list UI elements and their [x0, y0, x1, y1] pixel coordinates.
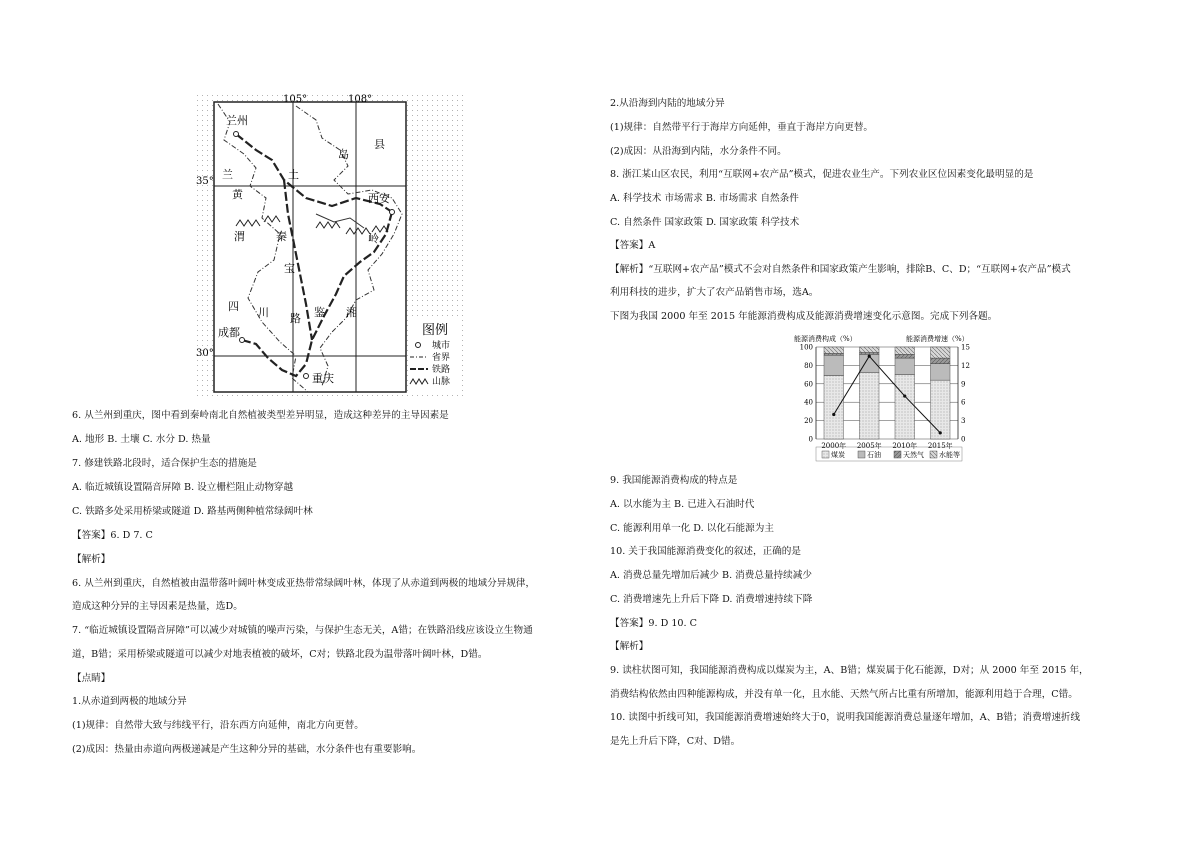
- place-si: 四: [228, 300, 239, 313]
- q9-options-cd: C. 能源利用单一化 D. 以化石能源为主: [610, 523, 774, 534]
- legend-title: 图例: [422, 323, 449, 338]
- q9-stem: 9. 我国能源消费构成的特点是: [610, 475, 738, 486]
- tips-2-cause: (2)成因：从沿海到内陆，水分条件不同。: [610, 146, 787, 157]
- growth-point-2000年: [832, 413, 835, 416]
- x-tick-2000年: 2000年: [821, 442, 847, 450]
- place-chuan: 川: [258, 306, 269, 319]
- q8-stem: 8. 浙江某山区农民，利用“互联网+农产品”模式，促进农业生产。下列农业区位因素变化最明显的是: [610, 169, 1034, 180]
- city-xian-marker: [390, 210, 395, 215]
- y-right-tick-9: 9: [961, 380, 966, 389]
- tips-2-rule: (1)规律：自然带平行于海岸方向延伸，垂直于海岸方向更替。: [610, 122, 874, 133]
- y-right-tick-12: 12: [961, 361, 970, 370]
- legend-label-水能等: 水能等: [939, 451, 960, 459]
- y-left-tick-20: 20: [804, 417, 813, 426]
- bar-水能等-2010年: [895, 347, 915, 354]
- bar-煤炭-2000年: [824, 376, 844, 439]
- lon-label-105: 105°: [283, 94, 308, 105]
- city-chongqing-marker: [304, 374, 309, 379]
- lat-label-30: 30°: [196, 348, 214, 359]
- place-xian-county: 县: [374, 138, 385, 151]
- analysis-10-line2: 是先上升后下降，C对、D错。: [610, 736, 741, 747]
- y-left-axis-label: 能源消费构成（%）: [794, 335, 857, 343]
- q6-options: A. 地形 B. 土壤 C. 水分 D. 热量: [72, 434, 211, 445]
- place-xian: 西安: [368, 192, 390, 205]
- analysis-heading-2: 【解析】: [610, 641, 649, 652]
- growth-point-2005年: [868, 355, 871, 358]
- bar-石油-2000年: [824, 355, 844, 375]
- q9-options-ab: A. 以水能为主 B. 已进入石油时代: [610, 499, 755, 510]
- legend-swatch-煤炭: [822, 451, 829, 458]
- place-tu: 土: [288, 168, 299, 181]
- q6-stem: 6. 从兰州到重庆，图中看到秦岭南北自然植被类型差异明显，造成这种差异的主导因素是: [72, 410, 449, 421]
- analysis-6-line1: 6. 从兰州到重庆，自然植被由温带落叶阔叶林变成亚热带常绿阔叶林，体现了从赤道到两极的地域分异规律，: [72, 578, 536, 589]
- place-xiang: 湘: [346, 306, 357, 319]
- answer-6-7: 【答案】6. D 7. C: [72, 530, 153, 541]
- bar-水能等-2000年: [824, 347, 844, 353]
- analysis-7-line2: 道，B错；采用桥梁或隧道可以减少对地表植被的破坏，C对；铁路北段为温带落叶阔叶林，D错。: [72, 649, 488, 660]
- legend-swatch-水能等: [930, 451, 937, 458]
- y-right-tick-15: 15: [961, 343, 970, 352]
- answer-9-10: 【答案】9. D 10. C: [610, 618, 697, 629]
- tips-1-cause: (2)成因：热量由赤道向两极递减是产生这种分异的基础，水分条件也有重要影响。: [72, 744, 422, 755]
- answer-8: 【答案】A: [610, 240, 656, 251]
- x-tick-2010年: 2010年: [892, 442, 918, 450]
- analysis-9-line1: 9. 读柱状图可知，我国能源消费构成以煤炭为主，A、B错；煤炭属于化石能源，D对；从 2000 年至 2015 年，: [610, 665, 1089, 676]
- y-left-tick-100: 100: [799, 343, 813, 352]
- y-left-tick-40: 40: [804, 398, 813, 407]
- q8-options-cd: C. 自然条件 国家政策 D. 国家政策 科学技术: [610, 217, 800, 228]
- analysis-7-line1: 7. “临近城镇设置隔音屏障”可以减少对城镇的噪声污染，与保护生态无关，A错；在铁路沿线应该设立生物通: [72, 625, 533, 636]
- legend-city: 城市: [432, 341, 451, 351]
- bar-天然气-2010年: [895, 354, 915, 358]
- y-right-tick-0: 0: [961, 435, 966, 444]
- legend-boundary: 省界: [432, 353, 451, 363]
- place-ling: 岭: [368, 232, 379, 245]
- bar-水能等-2005年: [859, 347, 879, 353]
- place-chengdu: 成都: [218, 326, 240, 339]
- bar-天然气-2005年: [859, 353, 879, 355]
- growth-rate-line: [834, 356, 941, 433]
- place-wei: 渭: [234, 230, 245, 243]
- y-left-tick-80: 80: [804, 361, 813, 370]
- map-svg: [196, 94, 466, 398]
- place-chongqing: 重庆: [312, 372, 334, 385]
- bar-石油-2015年: [930, 364, 950, 381]
- analysis-6-line2: 造成这种分异的主导因素是热量，选D。: [72, 601, 243, 612]
- growth-point-2015年: [939, 431, 942, 434]
- q8-options-ab: A. 科学技术 市场需求 B. 市场需求 自然条件: [610, 193, 799, 204]
- tips-1: 1.从赤道到两极的地域分异: [72, 696, 187, 707]
- legend-railway: 铁路: [432, 365, 451, 375]
- y-right-tick-6: 6: [961, 398, 966, 407]
- legend-swatch-天然气: [894, 451, 901, 458]
- bar-煤炭-2010年: [895, 375, 915, 439]
- legend-swatch-石油: [858, 451, 865, 458]
- tips-heading: 【点睛】: [72, 673, 111, 684]
- q10-stem: 10. 关于我国能源消费变化的叙述，正确的是: [610, 546, 801, 557]
- legend-label-石油: 石油: [867, 451, 881, 459]
- place-huang: 黄: [232, 188, 243, 201]
- city-circle-icon: [416, 343, 421, 348]
- x-tick-2005年: 2005年: [856, 442, 882, 450]
- analysis-10-line1: 10. 读图中折线可知，我国能源消费增速始终大于0，说明我国能源消费总量逐年增加，A、B错；消费增速折线: [610, 712, 1081, 723]
- bar-煤炭-2015年: [930, 380, 950, 439]
- q7-options-ab: A. 临近城镇设置隔音屏障 B. 设立栅栏阻止动物穿越: [72, 482, 294, 493]
- y-left-tick-0: 0: [808, 435, 813, 444]
- tips-2: 2.从沿海到内陆的地域分异: [610, 98, 725, 109]
- place-lanzhou: 兰州: [226, 114, 248, 127]
- place-qin: 秦: [276, 230, 287, 243]
- lon-label-108: 108°: [348, 94, 373, 105]
- legend-mountain: 山脉: [432, 377, 451, 387]
- x-tick-2015年: 2015年: [927, 442, 953, 450]
- q10-options-cd: C. 消费增速先上升后下降 D. 消费增速持续下降: [610, 594, 813, 605]
- place-lan: 兰: [222, 168, 233, 181]
- bar-石油-2010年: [895, 358, 915, 375]
- growth-point-2010年: [903, 394, 906, 397]
- q7-stem: 7. 修建铁路北段时，适合保护生态的措施是: [72, 458, 257, 469]
- legend-label-天然气: 天然气: [903, 451, 924, 459]
- energy-chart-svg: [790, 333, 990, 468]
- y-right-tick-3: 3: [961, 417, 966, 426]
- place-lu: 路: [290, 312, 301, 325]
- analysis-heading: 【解析】: [72, 554, 111, 565]
- analysis-8-line2: 利用科技的进步，扩大了农产品销售市场，选A。: [610, 287, 819, 298]
- q10-options-ab: A. 消费总量先增加后减少 B. 消费总量持续减少: [610, 570, 812, 581]
- tips-1-rule: (1)规律：自然带大致与纬线平行，沿东西方向延伸，南北方向更替。: [72, 720, 364, 731]
- place-dao: 岛: [338, 148, 349, 161]
- y-right-axis-label: 能源消费增速（%）: [906, 335, 969, 343]
- analysis-8-line1: 【解析】“互联网+农产品”模式不会对自然条件和国家政策产生影响，排除B、C、D；“互联网+农产品”模式: [610, 264, 1071, 275]
- figure-intro: 下图为我国 2000 年至 2015 年能源消费构成及能源消费增速变化示意图。完成下列各题。: [610, 311, 998, 322]
- bar-煤炭-2005年: [859, 373, 879, 439]
- lat-label-35: 35°: [196, 176, 214, 187]
- q7-options-cd: C. 铁路多处采用桥梁或隧道 D. 路基两侧种植常绿阔叶林: [72, 506, 313, 517]
- place-bao: 宝: [284, 262, 295, 275]
- bar-天然气-2000年: [824, 353, 844, 355]
- left-column: [72, 0, 632, 849]
- legend-label-煤炭: 煤炭: [831, 451, 845, 459]
- qinling-railway-map: [196, 94, 466, 398]
- city-chengdu-marker: [240, 338, 245, 343]
- bar-天然气-2015年: [930, 358, 950, 364]
- bar-水能等-2015年: [930, 347, 950, 358]
- place-jian: 鉴: [314, 306, 325, 319]
- y-left-tick-60: 60: [804, 380, 813, 389]
- right-column: [610, 0, 1170, 849]
- energy-chart: [790, 333, 990, 468]
- analysis-9-line2: 消费结构依然由四种能源构成，并没有单一化，且水能、天然气所占比重有所增加，能源利用趋于合理，C错。: [610, 689, 1078, 700]
- city-lanzhou-marker: [234, 132, 239, 137]
